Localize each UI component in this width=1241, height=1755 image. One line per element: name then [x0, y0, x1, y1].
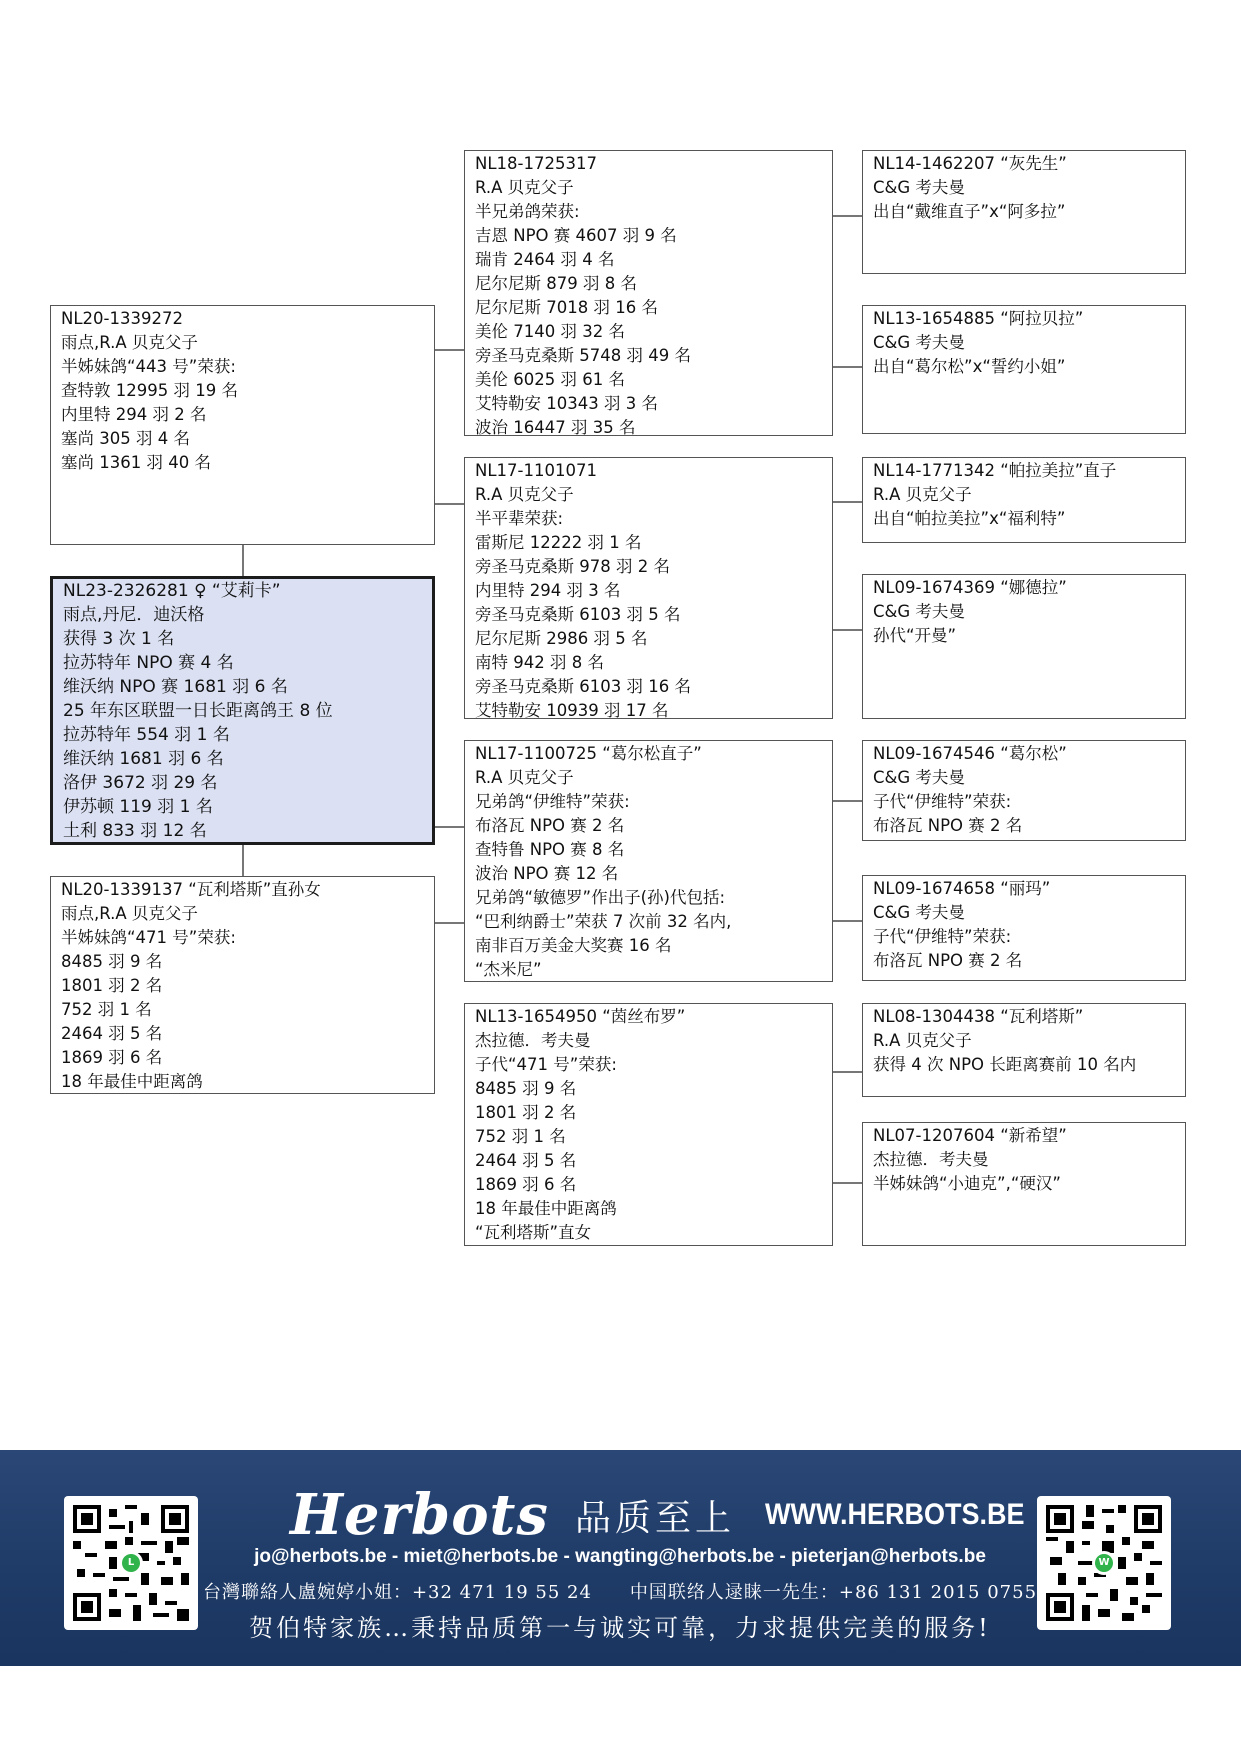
- pigeon-ring-number: NL09-1674369 “娜德拉”: [873, 578, 1067, 597]
- great-grandparent-box-4: [862, 574, 1186, 719]
- great-grandparent-box-3: [862, 457, 1186, 543]
- pedigree-line: 18 年最佳中距离鸽: [61, 1072, 203, 1091]
- sire-sire-box: [464, 150, 833, 436]
- pedigree-line: 获得 3 次 1 名: [63, 629, 175, 649]
- pedigree-line: 伊苏顿 119 羽 1 名: [63, 797, 213, 817]
- pedigree-line: 拉苏特年 NPO 赛 4 名: [63, 653, 234, 673]
- pedigree-line: 25 年东区联盟一日长距离鸽王 8 位: [63, 701, 333, 721]
- connector: [831, 920, 862, 922]
- pedigree-line: 拉苏特年 554 羽 1 名: [63, 725, 230, 745]
- pedigree-line: 雨点,R.A 贝克父子: [61, 333, 198, 352]
- pedigree-line: R.A 贝克父子: [873, 1031, 972, 1050]
- pedigree-line: 查特鲁 NPO 赛 8 名: [475, 840, 625, 859]
- pedigree-line: 孙代“开曼”: [873, 626, 957, 645]
- brand-row: [290, 1480, 1053, 1550]
- pedigree-line: “巴利纳爵士”荣获 7 次前 32 名内,: [475, 912, 732, 931]
- pedigree-line: 尼尔尼斯 879 羽 8 名: [475, 274, 637, 293]
- pigeon-ring-number: NL09-1674658 “丽玛”: [873, 879, 1051, 898]
- pedigree-line: 布洛瓦 NPO 赛 2 名: [873, 951, 1023, 970]
- pedigree-line: 半姊妹鸽“小迪克”,“硬汉”: [873, 1174, 1061, 1193]
- email-addresses[interactable]: jo@herbots.be - miet@herbots.be - wangting@herbots.be - pieterjan@herbots.be: [254, 1546, 986, 1567]
- pedigree-line: 出自“帕拉美拉”x“福利特”: [873, 509, 1066, 528]
- pedigree-line: 美伦 6025 羽 61 名: [475, 370, 625, 389]
- dam-dam-box: [464, 1003, 833, 1246]
- great-grandparent-box-5: [862, 740, 1186, 841]
- connector: [433, 503, 464, 505]
- pigeon-ring-number: NL17-1100725 “葛尔松直子”: [475, 744, 702, 763]
- pedigree-line: 18 年最佳中距离鸽: [475, 1199, 617, 1218]
- great-grandparent-box-7: [862, 1003, 1186, 1097]
- connector: [831, 366, 862, 368]
- subject-box: [50, 576, 435, 845]
- pedigree-line: C&G 考夫曼: [873, 333, 965, 352]
- pedigree-line: 维沃纳 1681 羽 6 名: [63, 749, 224, 769]
- pedigree-line: 波治 NPO 赛 12 名: [475, 864, 619, 883]
- pedigree-line: 1801 羽 2 名: [475, 1103, 577, 1122]
- pedigree-line: 半姊妹鸽“443 号”荣获:: [61, 357, 236, 376]
- pedigree-line: C&G 考夫曼: [873, 903, 965, 922]
- pedigree-line: 兄弟鸽“伊维特”荣获:: [475, 792, 630, 811]
- pedigree-line: 塞尚 1361 羽 40 名: [61, 453, 211, 472]
- connector: [242, 545, 244, 576]
- pedigree-line: 波治 16447 羽 35 名: [475, 418, 636, 436]
- pigeon-ring-number: NL20-1339137 “瓦利塔斯”直孙女: [61, 880, 321, 899]
- wechat-qr-code: [1037, 1496, 1171, 1630]
- pedigree-line: 出自“戴维直子”x“阿多拉”: [873, 202, 1066, 221]
- pigeon-ring-number: NL23-2326281 ♀ “艾莉卡”: [63, 581, 281, 601]
- pedigree-line: 半姊妹鸽“471 号”荣获:: [61, 928, 236, 947]
- pedigree-line: C&G 考夫曼: [873, 768, 965, 787]
- pedigree-line: 2464 羽 5 名: [61, 1024, 163, 1043]
- footer-banner: [0, 1450, 1241, 1666]
- pedigree-line: 洛伊 3672 羽 29 名: [63, 773, 218, 793]
- pigeon-ring-number: NL14-1462207 “灰先生”: [873, 154, 1067, 173]
- pedigree-line: 瑞肯 2464 羽 4 名: [475, 250, 615, 269]
- pedigree-line: 查特敦 12995 羽 19 名: [61, 381, 238, 400]
- sire-dam-box: [464, 457, 833, 719]
- connector: [831, 1182, 862, 1184]
- pedigree-line: 获得 4 次 NPO 长距离赛前 10 名内: [873, 1055, 1137, 1074]
- pedigree-line: 尼尔尼斯 7018 羽 16 名: [475, 298, 658, 317]
- pedigree-line: “瓦利塔斯”直女: [475, 1223, 592, 1242]
- pedigree-line: 出自“葛尔松”x“誓约小姐”: [873, 357, 1066, 376]
- pedigree-line: 子代“伊维特”荣获:: [873, 792, 1012, 811]
- pedigree-line: 布洛瓦 NPO 赛 2 名: [475, 816, 625, 835]
- connector: [433, 922, 464, 924]
- connector: [433, 826, 464, 828]
- pedigree-line: 2464 羽 5 名: [475, 1151, 577, 1170]
- pedigree-line: 内里特 294 羽 2 名: [61, 405, 207, 424]
- pedigree-line: 布洛瓦 NPO 赛 2 名: [873, 816, 1023, 835]
- pedigree-line: “杰米尼”: [475, 960, 542, 979]
- pedigree-line: 1801 羽 2 名: [61, 976, 163, 995]
- pigeon-ring-number: NL08-1304438 “瓦利塔斯”: [873, 1007, 1084, 1026]
- pedigree-line: C&G 考夫曼: [873, 602, 965, 621]
- dam-sire-box: [464, 740, 833, 982]
- pedigree-line: 8485 羽 9 名: [475, 1079, 577, 1098]
- pedigree-line: 1869 羽 6 名: [61, 1048, 163, 1067]
- pedigree-line: 雨点,R.A 贝克父子: [61, 904, 198, 923]
- pedigree-line: R.A 贝克父子: [873, 485, 972, 504]
- pedigree-line: 南非百万美金大奖赛 16 名: [475, 936, 672, 955]
- pedigree-line: R.A 贝克父子: [475, 178, 574, 197]
- pedigree-line: 子代“伊维特”荣获:: [873, 927, 1012, 946]
- connector: [831, 501, 862, 503]
- connector: [433, 349, 464, 351]
- pedigree-line: 旁圣马克桑斯 5748 羽 49 名: [475, 346, 691, 365]
- pedigree-line: 吉恩 NPO 赛 4607 羽 9 名: [475, 226, 677, 245]
- pedigree-line: 旁圣马克桑斯 978 羽 2 名: [475, 557, 670, 576]
- pedigree-line: 雷斯尼 12222 羽 1 名: [475, 533, 642, 552]
- connector: [831, 629, 862, 631]
- pedigree-line: R.A 贝克父子: [475, 485, 574, 504]
- sire-box: [50, 305, 435, 545]
- connector: [831, 215, 862, 217]
- pedigree-line: 杰拉德．考夫曼: [873, 1150, 989, 1169]
- pedigree-line: 752 羽 1 名: [475, 1127, 566, 1146]
- pedigree-line: 美伦 7140 羽 32 名: [475, 322, 625, 341]
- tagline: 贺伯特家族…秉持品质第一与诚实可靠，力求提供完美的服务!: [249, 1614, 991, 1642]
- pedigree-line: 旁圣马克桑斯 6103 羽 5 名: [475, 605, 681, 624]
- connector: [242, 843, 244, 877]
- pedigree-line: 杰拉德．考夫曼: [475, 1031, 591, 1050]
- pedigree-line: 8485 羽 9 名: [61, 952, 163, 971]
- great-grandparent-box-2: [862, 305, 1186, 434]
- great-grandparent-box-8: [862, 1122, 1186, 1246]
- brand-slogan: 品质至上: [574, 1497, 735, 1539]
- herbots-logo: Herbots: [290, 1482, 549, 1548]
- pedigree-line: 雨点,丹尼．迪沃格: [63, 605, 205, 625]
- wechat-app-icon: W: [1092, 1551, 1116, 1575]
- pedigree-line: 艾特勒安 10939 羽 17 名: [475, 701, 669, 719]
- dam-box: [50, 876, 435, 1094]
- pedigree-line: 半兄弟鸽荣获:: [475, 202, 580, 221]
- pedigree-line: 艾特勒安 10343 羽 3 名: [475, 394, 658, 413]
- pigeon-ring-number: NL18-1725317: [475, 154, 597, 173]
- pedigree-line: 塞尚 305 羽 4 名: [61, 429, 190, 448]
- pedigree-line: 兄弟鸽“敏德罗”作出子(孙)代包括:: [475, 888, 726, 907]
- line-app-icon: L: [119, 1551, 143, 1575]
- pedigree-line: 土利 833 羽 12 名: [63, 821, 207, 841]
- contact-phones: 台灣聯絡人盧婉婷小姐：+32 471 19 55 24 中国联络人逯睐一先生：+86 131 2015 0755: [202, 1582, 1038, 1603]
- website-link[interactable]: WWW.HERBOTS.BE: [764, 1498, 1025, 1531]
- great-grandparent-box-1: [862, 150, 1186, 274]
- great-grandparent-box-6: [862, 875, 1186, 981]
- connector: [831, 800, 862, 802]
- connector: [831, 1071, 862, 1073]
- pedigree-line: 旁圣马克桑斯 6103 羽 16 名: [475, 677, 691, 696]
- pedigree-line: 752 羽 1 名: [61, 1000, 152, 1019]
- pedigree-line: 尼尔尼斯 2986 羽 5 名: [475, 629, 648, 648]
- pedigree-line: 维沃纳 NPO 赛 1681 羽 6 名: [63, 677, 288, 697]
- pigeon-ring-number: NL09-1674546 “葛尔松”: [873, 744, 1067, 763]
- pedigree-line: 内里特 294 羽 3 名: [475, 581, 621, 600]
- pedigree-line: 半平辈荣获:: [475, 509, 564, 528]
- pedigree-line: C&G 考夫曼: [873, 178, 965, 197]
- pedigree-line: R.A 贝克父子: [475, 768, 574, 787]
- pigeon-ring-number: NL17-1101071: [475, 461, 597, 480]
- pigeon-ring-number: NL13-1654950 “茵丝布罗”: [475, 1007, 686, 1026]
- pigeon-ring-number: NL20-1339272: [61, 309, 183, 328]
- pigeon-ring-number: NL14-1771342 “帕拉美拉”直子: [873, 461, 1117, 480]
- pedigree-line: 1869 羽 6 名: [475, 1175, 577, 1194]
- line-qr-code: [64, 1496, 198, 1630]
- pedigree-line: 南特 942 羽 8 名: [475, 653, 604, 672]
- pigeon-ring-number: NL07-1207604 “新希望”: [873, 1126, 1067, 1145]
- pedigree-line: 子代“471 号”荣获:: [475, 1055, 617, 1074]
- pigeon-ring-number: NL13-1654885 “阿拉贝拉”: [873, 309, 1084, 328]
